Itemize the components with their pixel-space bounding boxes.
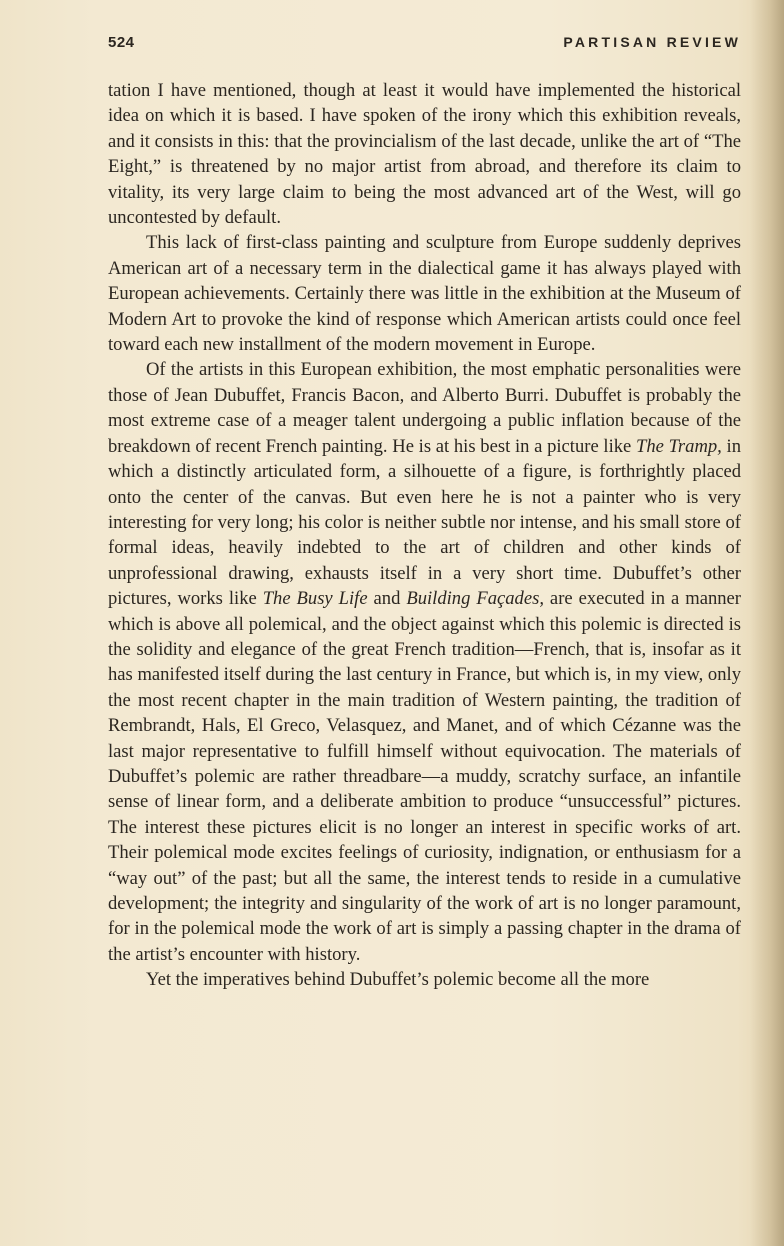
- text-run: are executed in a manner which is above all polemical, and the object against which this polemic is directed is the solidity and elegance of the great French tradition—French, that is, insofar as it has manifested itself during the last century in France, but which is, in my view, only the most recent chapter in the main tradition of Western painting, the tradition of Rembrandt, Hals, El Greco, Velasquez, and Manet, and of which Cézanne was the last major representative to fulfill himself without equivocation. The materials of Dubuffet’s polemic are rather threadbare—a muddy, scratchy surface, an infantile sense of linear form, and a deliberate ambition to produce “unsuccessful” pictures. The interest these pictures elicit is no longer an interest in specific works of art. Their polemical mode excites feelings of curiosity, indignation, or enthusiasm for a “way out” of the past; but all the same, the interest tends to reside in a cumulative development; the integrity and singularity of the work of art is no longer paramount, for in the polemical mode the work of art is simply a passing chapter in the drama of the artist’s encounter with history.: [108, 588, 741, 965]
- italic-title: The Tramp,: [636, 435, 722, 457]
- page-header: [108, 34, 741, 56]
- page-gutter-shadow: [750, 0, 784, 1246]
- paragraph: [108, 230, 741, 357]
- italic-title: Building Façades,: [406, 588, 544, 610]
- text-run: Of the artists in this European exhibition, the most emphatic personalities were those of Jean Dubuffet, Francis Bacon, and Alberto Burri. Dubuffet is probably the most extreme case of a meager talent undergoing a public inflation because of the breakdown of recent French painting. He is at his best in a picture like: [108, 359, 741, 457]
- paragraph: [108, 967, 741, 992]
- text-run: in which a distinctly articulated form, a silhouette of a figure, is forthrightly placed onto the center of the canvas. But even here he is not a painter who is very interesting for very long; his color is neither subtle nor intense, and his small store of formal ideas, heavily indebted to the art of children and other kinds of unprofessional drawing, exhausts itself in a very short time. Dubuffet’s other pictures, works like: [108, 435, 741, 610]
- italic-title: The Busy Life: [262, 588, 368, 610]
- text-run: Yet the imperatives behind Dubuffet’s polemic become all the more: [146, 969, 650, 991]
- paragraph: [108, 357, 741, 967]
- text-run: This lack of first-class painting and sculpture from Europe suddenly deprives American art of a necessary term in the dialectical game it has always played with European achievements. Certainly there was little in the exhibition at the Museum of Modern Art to provoke the kind of response which American artists could once feel toward each new installment of the modern movement in Europe.: [108, 232, 741, 356]
- text-run: and: [367, 588, 407, 610]
- body-text: [108, 78, 741, 993]
- text-run: tation I have mentioned, though at least it would have implemented the historical idea on which it is based. I have spoken of the irony which this exhibition reveals, and it consists in this: that the provincialism of the last decade, unlike the art of “The Eight,” is threatened by no major artist from abroad, and therefore its claim to vitality, its very large claim to being the most advanced art of the West, will go uncontested by default.: [108, 80, 741, 229]
- page-number: 524: [108, 34, 135, 51]
- running-head: PARTISAN REVIEW: [563, 34, 741, 50]
- paragraph: [108, 78, 741, 230]
